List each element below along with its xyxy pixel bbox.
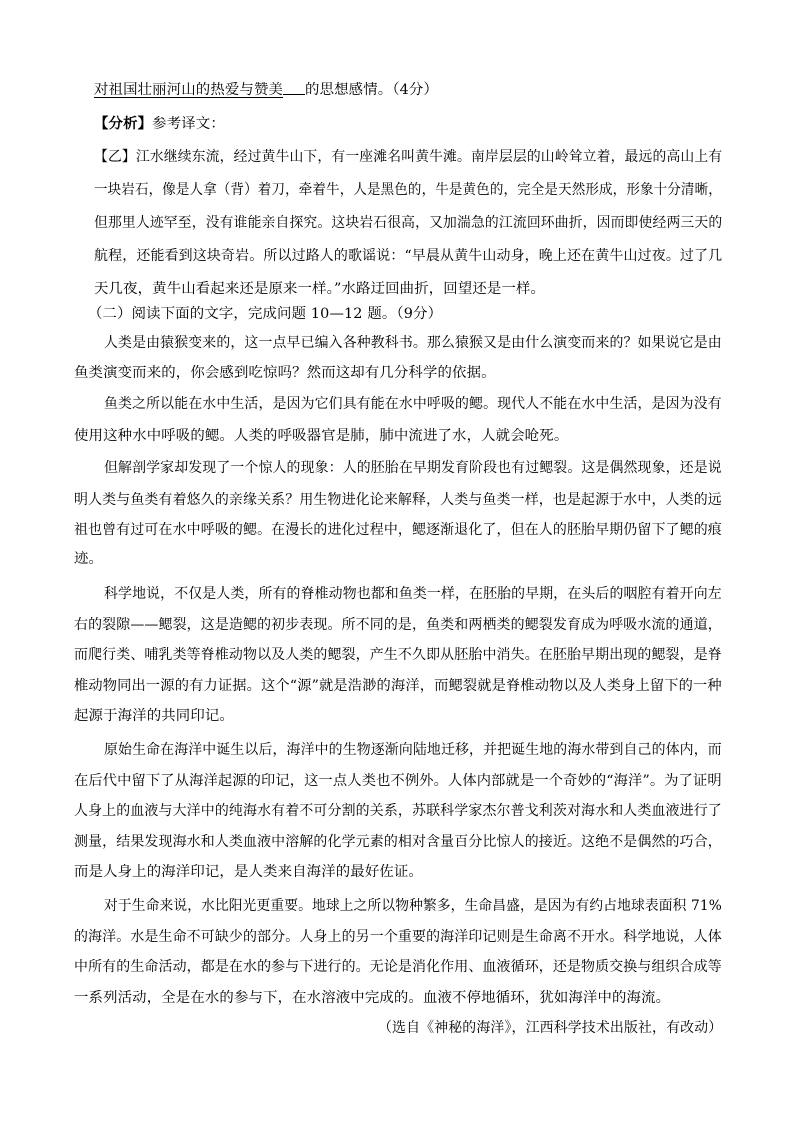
answer-blank: [283, 80, 305, 95]
source-attribution: （选自《神秘的海洋》，江西科学技术出版社，有改动）: [378, 1020, 723, 1036]
translation-line: 天几夜，黄牛山看起来还是原来一样。”水路迂回曲折，回望还是一样。: [94, 281, 546, 297]
translation-line: 一块岩石，像是人拿（背）着刀，牵着牛，人是黑色的，牛是黄色的，完全是天然形成，形象十分清晰，: [94, 182, 722, 198]
article-line: 一系列活动，全是在水的参与下，在水溶液中完成的。血液不停地循环，犹如海洋中的海流。: [74, 990, 671, 1006]
article-line: 对于生命来说，水比阳光更重要。地球上之所以物种繁多，生命昌盛，是因为有约占地球表面积 71%: [104, 898, 722, 914]
translation-line: 航程，还能看到这块奇岩。所以过路人的歌谣说：“早晨从黄牛山动身，晚上还在黄牛山过夜。过了几: [94, 248, 723, 264]
article-line: 测量，结果发现海水和人类血液中溶解的化学元素的相对含量百分比惊人的接近。这绝不是偶然的巧合，: [74, 834, 722, 850]
article-line: 起源于海洋的共同印记。: [74, 708, 234, 724]
translation-line: 【乙】江水继续东流，经过黄牛山下，有一座滩名叫黄牛滩。南岸层层的山岭耸立着，最远的高山上有: [94, 149, 723, 165]
article-line: 右的裂隙——鳃裂，这是造鳃的初步表现。所不同的是，鱼类和两栖类的鳃裂发育成为呼吸水流的通道，: [74, 617, 722, 633]
article-line: 椎动物同出一源的有力证据。这个“源”就是浩渺的海洋，而鳃裂就是脊椎动物以及人类身上留下的一种: [74, 678, 722, 694]
article-line: 使用这种水中呼吸的鳃。人类的呼吸器官是肺，肺中流进了水，人就会呛死。: [74, 428, 569, 444]
answer-line: [94, 80, 438, 100]
article-line: 而是人身上的海洋印记，是人类来自海洋的最好佐证。: [74, 864, 423, 880]
article-line: 的海洋。水是生命不可缺少的部分。人身上的另一个重要的海洋印记则是生命离不开水。科学地说，人体: [74, 929, 722, 945]
answer-rest: 的思想感情。（4分）: [305, 82, 439, 98]
analysis-label: 【分析】: [94, 115, 153, 132]
article-line: 人身上的血液与大洋中的纯海水有着不可分割的关系，苏联科学家杰尔普戈利茨对海水和人类血液进行了: [74, 803, 722, 819]
analysis-heading: [94, 114, 225, 134]
article-line: 明人类与鱼类有着悠久的亲缘关系？用生物进化论来解释，人类与鱼类一样，也是起源于水中，人类的远: [74, 492, 722, 508]
translation-line: 但那里人迹罕至，没有谁能亲自探究。这块岩石很高，又加湍急的江流回环曲折，因而即使经两三天的: [94, 215, 723, 231]
article-line: 祖也曾有过可在水中呼吸的鳃。在漫长的进化过程中，鳃逐渐退化了，但在人的胚胎早期仍留下了鳃的痕: [74, 522, 722, 538]
article-line: 但解剖学家却发现了一个惊人的现象：人的胚胎在早期发育阶段也有过鳃裂。这是偶然现象，还是说: [104, 460, 722, 476]
answer-underlined: 对祖国壮丽河山的热爱与赞美: [94, 82, 284, 98]
article-line: 迹。: [74, 551, 104, 567]
article-line: 在后代中留下了从海洋起源的印记，这一点人类也不例外。人体内部就是一个奇妙的“海洋”。为了证明: [74, 773, 722, 789]
article-line: 鱼类之所以能在水中生活，是因为它们具有能在水中呼吸的鳃。现代人不能在水中生活，是因为没有: [104, 396, 722, 412]
article-line: 中所有的生命活动，都是在水的参与下进行的。无论是消化作用、血液循环，还是物质交换与组织合成等: [74, 959, 722, 975]
article-line: 科学地说，不仅是人类，所有的脊椎动物也都和鱼类一样，在胚胎的早期，在头后的咽腔有着开向左: [104, 586, 722, 602]
article-line: 原始生命在海洋中诞生以后，海洋中的生物逐渐向陆地迁移，并把诞生地的海水带到自己的体内，而: [104, 742, 722, 758]
section-heading: （二）阅读下面的文字，完成问题 10—12 题。（9分）: [88, 306, 443, 322]
analysis-title: 参考译文：: [152, 116, 225, 132]
article-line: 鱼类演变而来的，你会感到吃惊吗？然而这却有几分科学的依据。: [74, 365, 496, 381]
article-line: 而爬行类、哺乳类等脊椎动物以及人类的鳃裂，产生不久即从胚胎中消失。在胚胎早期出现的鳃裂，是脊: [74, 647, 722, 663]
article-line: 人类是由猿猴变来的，这一点早已编入各种教科书。那么猿猴又是由什么演变而来的？如果说它是由: [104, 335, 722, 351]
